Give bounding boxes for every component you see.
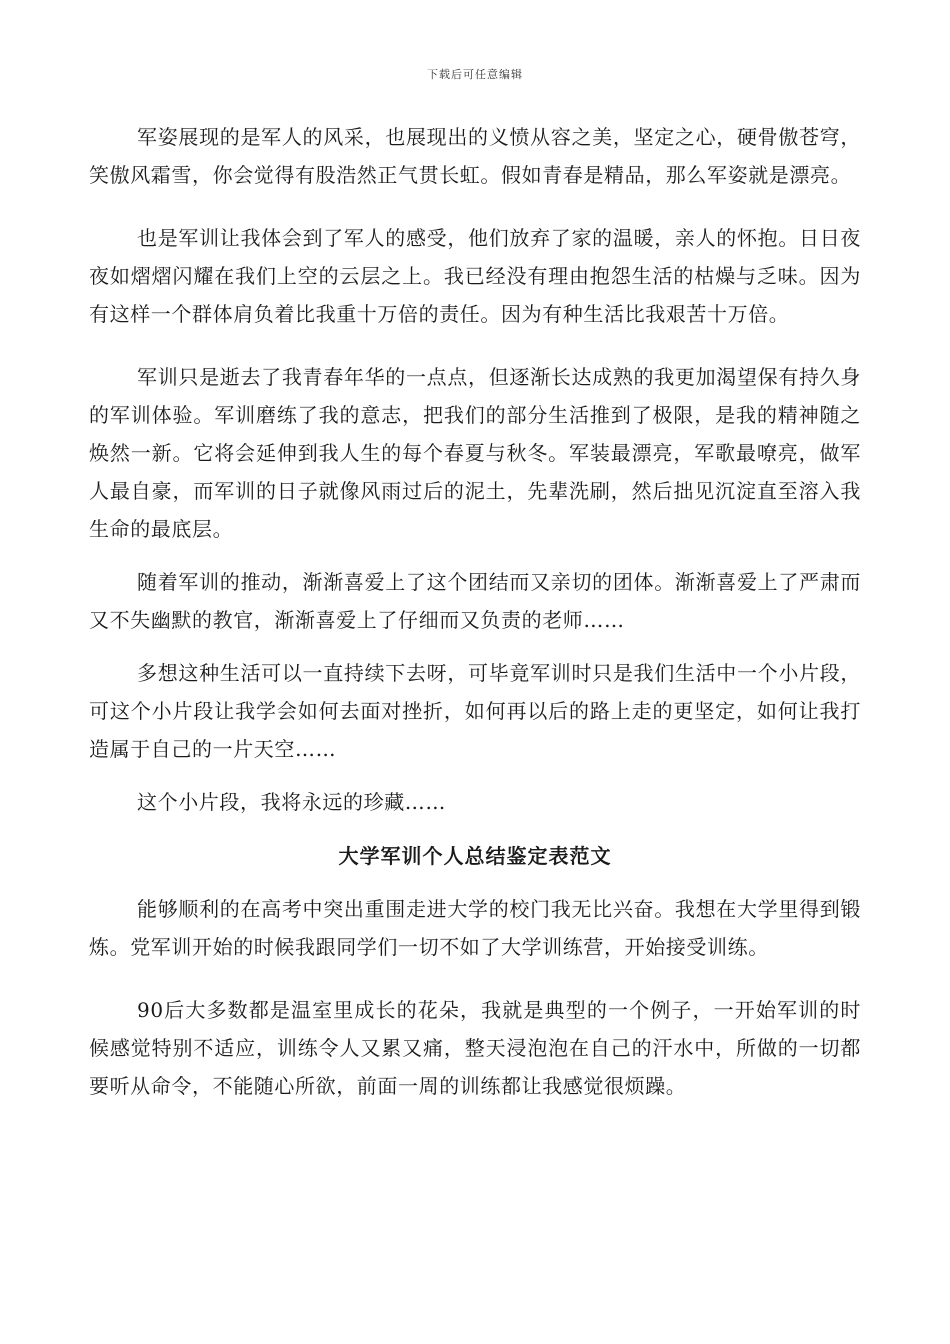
paragraph-5: 多想这种生活可以一直持续下去呀，可毕竟军训时只是我们生活中一个小片段，可这个小片段让我学会如何去面对挫折，如何再以后的路上走的更坚定，如何让我打造属于自己的一片天空…… [89,661,861,761]
paragraph-8: 90后大多数都是温室里成长的花朵，我就是典型的一个例子，一开始军训的时候感觉特别不适应，训练令人又累又痛，整天浸泡泡在自己的汗水中，所做的一切都要听从命令，不能随心所欲，前面一周的训练都让我感觉很烦躁。 [89,998,861,1098]
paragraph-4: 随着军训的推动，渐渐喜爱上了这个团结而又亲切的团体。渐渐喜爱上了严肃而又不失幽默的教官，渐渐喜爱上了仔细而又负责的老师…… [89,570,861,632]
paragraph-6: 这个小片段，我将永远的珍藏…… [137,790,446,814]
paragraph-3: 军训只是逝去了我青春年华的一点点，但逐渐长达成熟的我更加渴望保有持久身的军训体验。军训磨练了我的意志，把我们的部分生活推到了极限，是我的精神随之焕然一新。它将会延伸到我人生的每个春夏与秋冬。军装最漂亮，军歌最嘹亮，做军人最自豪，而军训的日子就像风雨过后的泥土，先辈洗刷，然后拙见沉淀直至溶入我生命的最底层。 [89,365,861,541]
paragraph-1: 军姿展现的是军人的风采，也展现出的义愤从容之美，坚定之心，硬骨傲苍穹，笑傲风霜雪，你会觉得有股浩然正气贯长虹。假如青春是精品，那么军姿就是漂亮。 [89,125,861,187]
paragraph-2: 也是军训让我体会到了军人的感受，他们放弃了家的温暖，亲人的怀抱。日日夜夜如熠熠闪耀在我们上空的云层之上。我已经没有理由抱怨生活的枯燥与乏味。因为有这样一个群体肩负着比我重十万倍的责任。因为有种生活比我艰苦十万倍。 [89,226,861,326]
document-body [89,118,861,1105]
section-title: 大学军训个人总结鉴定表范文 [338,844,612,868]
paragraph-7: 能够顺利的在高考中突出重围走进大学的校门我无比兴奋。我想在大学里得到锻炼。党军训开始的时候我跟同学们一切不如了大学训练营，开始接受训练。 [89,897,861,959]
header-note: 下载后可任意编辑 [427,68,523,81]
